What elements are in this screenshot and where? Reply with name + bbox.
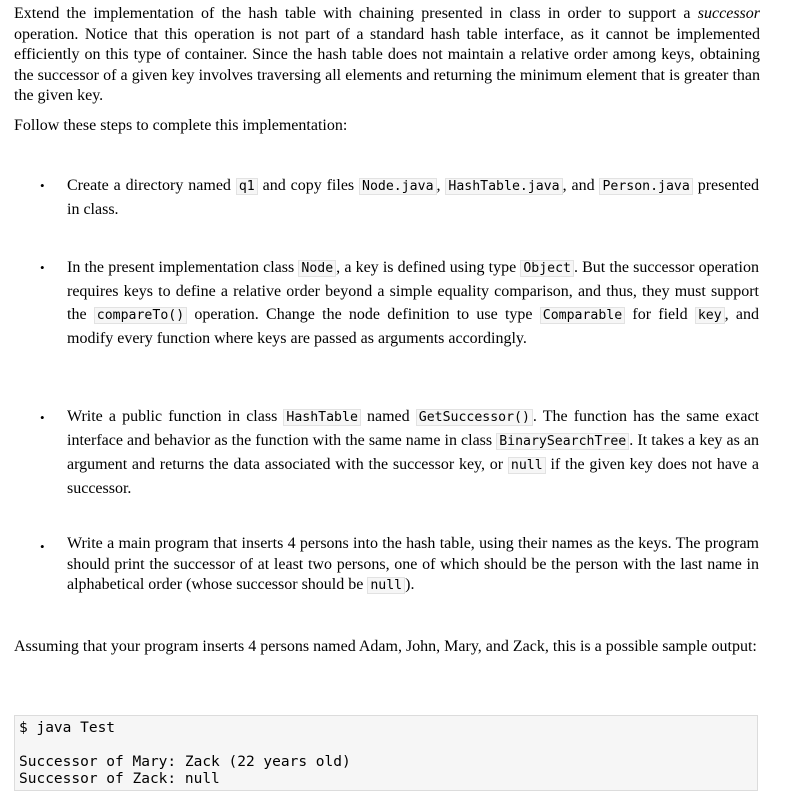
inline-code: BinarySearchTree [496,433,629,450]
inline-code: GetSuccessor() [416,409,533,426]
bullet-icon: • [40,260,45,275]
assuming-text: Assuming that your program inserts 4 persons named Adam, John, Mary, and Zack, this is a possible sample output: [14,638,757,655]
bullet-icon: • [40,539,45,554]
intro-emphasis: successor [697,5,760,22]
inline-code: Person.java [599,178,692,195]
step-3: Write a public function in class HashTable named GetSuccessor() . The function has the same exact interface and behavior as the function with the same name in class BinarySearchTree . It takes a key as an argument and returns the data associated with the successor key, or null if the given key does not have a successor. [67,408,760,497]
output-line: Successor of Zack: null [19,771,220,787]
output-line: Successor of Mary: Zack (22 years old) [19,754,351,770]
inline-code: null [508,457,546,474]
inline-code: key [695,307,725,324]
step-4: Write a main program that inserts 4 persons into the hash table, using their names as the keys. The program should print the successor of at least two persons, one of which should be the person with the last name in alphabetical order (whose successor should be null ). [67,535,759,593]
inline-code: q1 [236,178,258,195]
inline-code: compareTo() [94,307,187,324]
inline-code: HashTable.java [445,178,562,195]
inline-code: Node.java [359,178,436,195]
inline-code: Node [298,260,336,277]
inline-code: Object [520,260,574,277]
output-line: $ java Test [19,720,116,736]
follow-steps-text: Follow these steps to complete this implementation: [14,117,348,134]
inline-code: null [367,577,405,594]
inline-code: HashTable [283,409,360,426]
intro-text-1: Extend the implementation of the hash table with chaining presented in class in order to support a [14,5,698,22]
intro-text-2: operation. Notice that this operation is not part of a standard hash table interface, as it cannot be implemented efficiently on this type of container. Since the hash table does not maintain a relative order among keys, obtaining the successor of a given key involves traversing all elements and returning the minimum element that is greater than the given key. [14,25,760,105]
inline-code: Comparable [540,307,625,324]
step-2: In the present implementation class Node , a key is defined using type Object . But the successor operation requires keys to define a relative order beyond a simple equality comparison, and thus, they must support the compareTo() operation. Change the node definition to use type Comparable for field key , and modify every function where keys are passed as arguments accordingly. [67,259,760,347]
sample-output-block [14,715,758,791]
bullet-icon: • [40,410,45,425]
output-line [19,737,753,754]
step-1: Create a directory named q1 and copy files Node.java , HashTable.java , and Person.java presented in class. [67,177,760,218]
bullet-icon: • [40,178,45,193]
intro-paragraph [14,4,760,107]
